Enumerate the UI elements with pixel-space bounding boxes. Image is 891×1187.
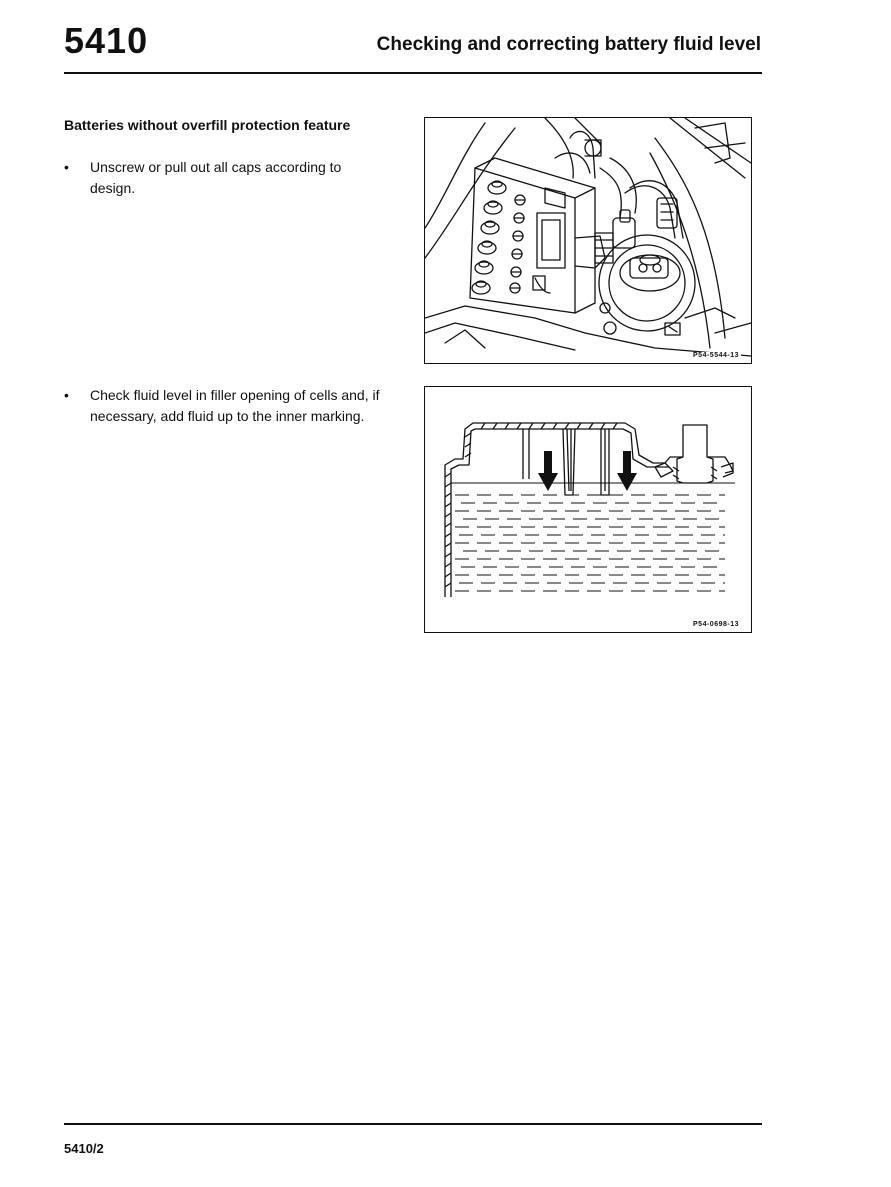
footer-rule (64, 1123, 762, 1125)
figure-label: P54-0698-13 (693, 621, 739, 628)
fluid-dashes (455, 495, 725, 591)
document-number: 5410 (64, 20, 149, 61)
figure-label: P54-5544-13 (693, 352, 739, 359)
step-text: Check fluid level in filler opening of cells and, if necessary, add fluid up to the inner marking. (90, 387, 380, 424)
step-item (64, 157, 384, 199)
step-item (64, 385, 384, 427)
engine-compartment-figure (424, 117, 752, 364)
engine-compartment-drawing (425, 118, 751, 363)
header-rule (64, 72, 762, 74)
bullet-icon: • (64, 159, 69, 175)
page-title: Checking and correcting battery fluid level (376, 34, 761, 55)
step-text: Unscrew or pull out all caps according to design. (90, 159, 342, 196)
section-heading: Batteries without overfill protection feature (64, 117, 351, 133)
level-arrow-icon (617, 451, 637, 491)
page-number: 5410/2 (64, 1141, 104, 1156)
bullet-icon: • (64, 387, 69, 403)
battery-caps-icon (472, 181, 506, 294)
level-arrow-icon (538, 451, 558, 491)
cell-cross-section-drawing (425, 387, 751, 632)
cell-fluid-level-figure (424, 386, 752, 633)
